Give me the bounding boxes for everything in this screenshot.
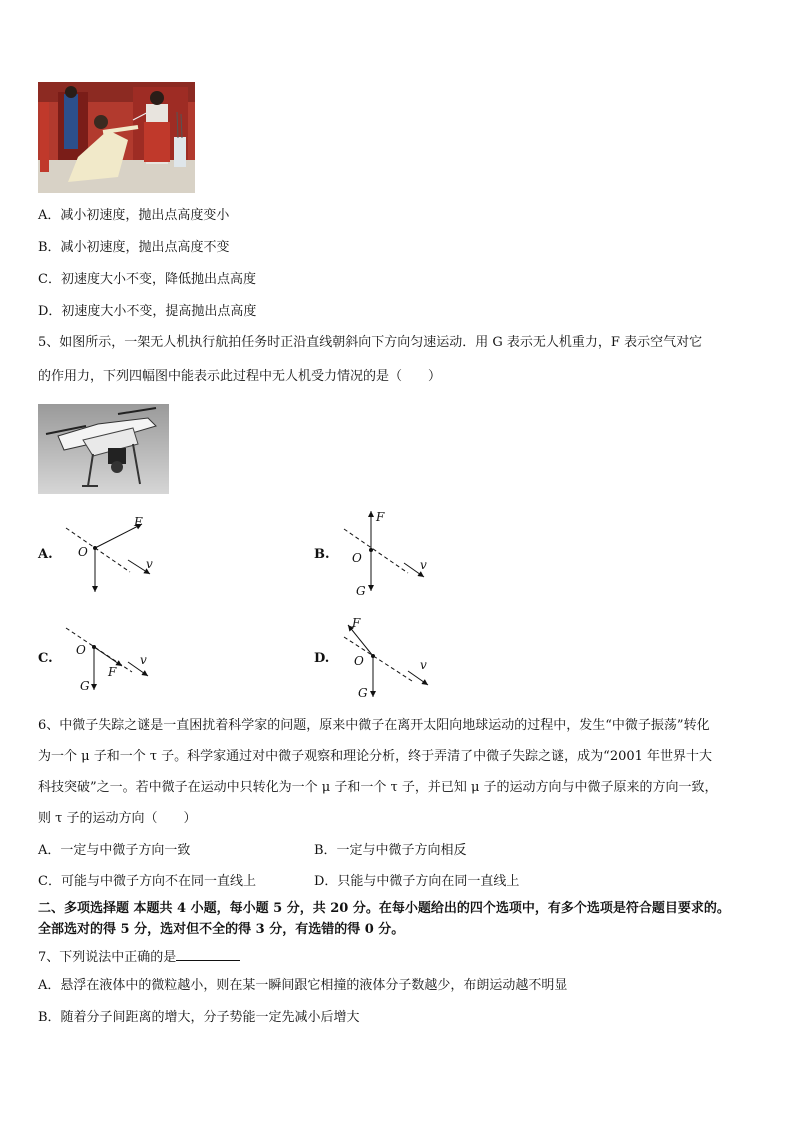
- q6-option-a: A．一定与中微子方向一致: [38, 843, 191, 858]
- q7-option-b: B．随着分子间距离的增大，分子势能一定先减小后增大: [38, 1010, 360, 1025]
- q7-option-a: A．悬浮在液体中的微粒越小，则在某一瞬间跟它相撞的液体分子数越少，布朗运动越不明显: [38, 978, 568, 993]
- q6-option-d: D．只能与中微子方向在同一直线上: [314, 874, 520, 889]
- b-velocity-v: v: [420, 558, 427, 572]
- choice-a-label: A.: [38, 547, 53, 562]
- archery-photo: [38, 82, 195, 193]
- drone-photo: [38, 404, 169, 494]
- choice-d-label: D.: [314, 651, 330, 666]
- q4-option-d: D．初速度大小不变，提高抛出点高度: [38, 304, 257, 319]
- c-point-o: O: [76, 643, 86, 657]
- c-velocity-v: v: [140, 653, 147, 667]
- answer-blank: [176, 948, 240, 961]
- q4-option-c: C．初速度大小不变，降低抛出点高度: [38, 272, 256, 287]
- q6-option-c: C．可能与中微子方向不在同一直线上: [38, 874, 256, 889]
- d-force-g: G: [358, 686, 368, 700]
- a-velocity-v: v: [146, 557, 153, 571]
- b-force-g: G: [356, 584, 366, 598]
- force-diagram-a: [60, 510, 170, 600]
- d-point-o: O: [354, 654, 364, 668]
- q5-stem-line1: 5、如图所示，一架无人机执行航拍任务时正沿直线朝斜向下方向匀速运动．用 G 表示无人机重力，F 表示空气对它: [38, 335, 703, 350]
- c-force-g: G: [80, 679, 90, 693]
- q6-stem-line3: 科技突破”之一。若中微子在运动中只转化为一个 μ 子和一个 τ 子，并已知 μ 子的运动方向与中微子原来的方向一致，: [38, 780, 718, 795]
- section2-heading-line2: 全部选对的得 5 分，选对但不全的得 3 分，有选错的得 0 分。: [38, 922, 405, 937]
- d-force-f: F: [352, 616, 361, 630]
- force-diagram-b: [336, 505, 446, 600]
- c-force-f: F: [108, 665, 117, 679]
- a-point-o: O: [78, 545, 88, 559]
- q6-stem-line4: 则 τ 子的运动方向（ ）: [38, 811, 197, 826]
- q7-stem: [38, 948, 240, 966]
- d-velocity-v: v: [420, 658, 427, 672]
- q4-option-a: A．减小初速度，抛出点高度变小: [38, 208, 230, 223]
- choice-c-label: C.: [38, 651, 53, 666]
- force-diagram-d: [336, 615, 446, 705]
- q6-stem-line2: 为一个 μ 子和一个 τ 子。科学家通过对中微子观察和理论分析，终于弄清了中微子失踪之谜，成为“2001 年世界十大: [38, 749, 713, 764]
- q4-option-b: B．减小初速度，抛出点高度不变: [38, 240, 230, 255]
- q6-stem-line1: 6、中微子失踪之谜是一直困扰着科学家的问题，原来中微子在离开太阳向地球运动的过程中，发生“中微子振荡”转化: [38, 718, 710, 733]
- q5-stem-line2: 的作用力，下列四幅图中能表示此过程中无人机受力情况的是（ ）: [38, 369, 442, 384]
- section2-heading-line1: 二、多项选择题 本题共 4 小题，每小题 5 分，共 20 分。在每小题给出的四个选项中，有多个选项是符合题目要求的。: [38, 901, 730, 916]
- force-diagram-c: [60, 620, 170, 700]
- choice-b-label: B.: [314, 547, 330, 562]
- b-force-f: F: [376, 510, 385, 524]
- a-force-f: F: [134, 515, 143, 529]
- b-point-o: O: [352, 551, 362, 565]
- q6-option-b: B．一定与中微子方向相反: [314, 843, 467, 858]
- q7-stem-text: 7、下列说法中正确的是: [38, 950, 177, 965]
